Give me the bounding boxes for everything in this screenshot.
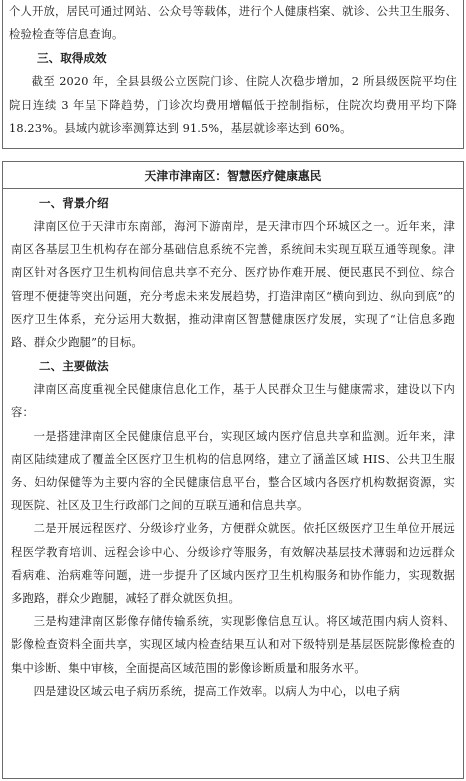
background-paragraph: 津南区位于天津市东南部，海河下游南岸，是天津市四个环城区之一。近年来，津南区各基层卫生机构存在部分基础信息系统不完善，系统间未实现互联互通等现象。津南区针对各医疗卫生机构间信息共享不充分、医疗协作难开展、便民惠民不到位、综合管理不便捷等突出问题，充分考虑未来发展趋势，打造津南区“横向到边、纵向到底”的医疗卫生体系，充分运用大数据，推动津南区智慧健康医疗发展，实现了“让信息多跑路、群众少跑腿”的目标。 bbox=[11, 220, 455, 350]
section-heading-practices: 二、主要做法 bbox=[39, 359, 109, 374]
continued-paragraph: 个人开放，居民可通过网站、公众号等载体，进行个人健康档案、就诊、公共卫生服务、检验检查等信息查询。 bbox=[9, 5, 457, 42]
case-title: 天津市津南区：智慧医疗健康惠民 bbox=[3, 162, 463, 189]
practice-item-2: 二是开展远程医疗、分级诊疗业务，方便群众就医。依托区级医疗卫生单位开展远程医学教育培训、远程会诊中心、分级诊疗等服务，有效解决基层技术薄弱和边远群众看病难、治病难等问题，进一步提升了区域内医疗卫生机构服务和协作能力，实现数据多跑路，群众少跑腿，减轻了群众就医负担。 bbox=[11, 522, 455, 606]
section-heading-results: 三、取得成效 bbox=[37, 51, 107, 66]
practice-item-4: 四是建设区域云电子病历系统，提高工作效率。以病人为中心，以电子病 bbox=[33, 684, 400, 698]
case-box-previous bbox=[2, 0, 464, 149]
practices-intro: 津南区高度重视全民健康信息化工作，基于人民群众卫生与健康需求，建设以下内容： bbox=[11, 383, 455, 420]
section-heading-background: 一、背景介绍 bbox=[39, 196, 109, 210]
practice-item-3: 三是构建津南区影像存储传输系统，实现影像信息互认。将区域范围内病人资料、影像检查资料全面共享，实现区域内检查结果互认和对下级特别是基层医院影像检查的集中诊断、集中审核，全面提高区域范围的影像诊断质量和服务水平。 bbox=[11, 615, 455, 675]
results-paragraph: 截至 2020 年，全县县级公立医院门诊、住院人次稳步增加，2 所县级医院平均住院日连续 3 年呈下降趋势，门诊次均费用增幅低于控制指标，住院次均费用平均下降 18.23%。县域内就诊率测算达到 91.5%，基层就诊率达到 60%。 bbox=[9, 75, 457, 135]
practice-item-1: 一是搭建津南区全民健康信息平台，实现区域内医疗信息共享和监测。近年来，津南区陆续建成了覆盖全区医疗卫生机构的信息网络，建立了涵盖区域 HIS、公共卫生服务、妇幼保健等为主要内容的全民健康信息平台，整合区域内各医疗机构数据资源，实现医院、社区及卫生行政部门之间的互联互通和信息共享。 bbox=[11, 429, 455, 513]
case-box-jinnan bbox=[2, 161, 464, 779]
